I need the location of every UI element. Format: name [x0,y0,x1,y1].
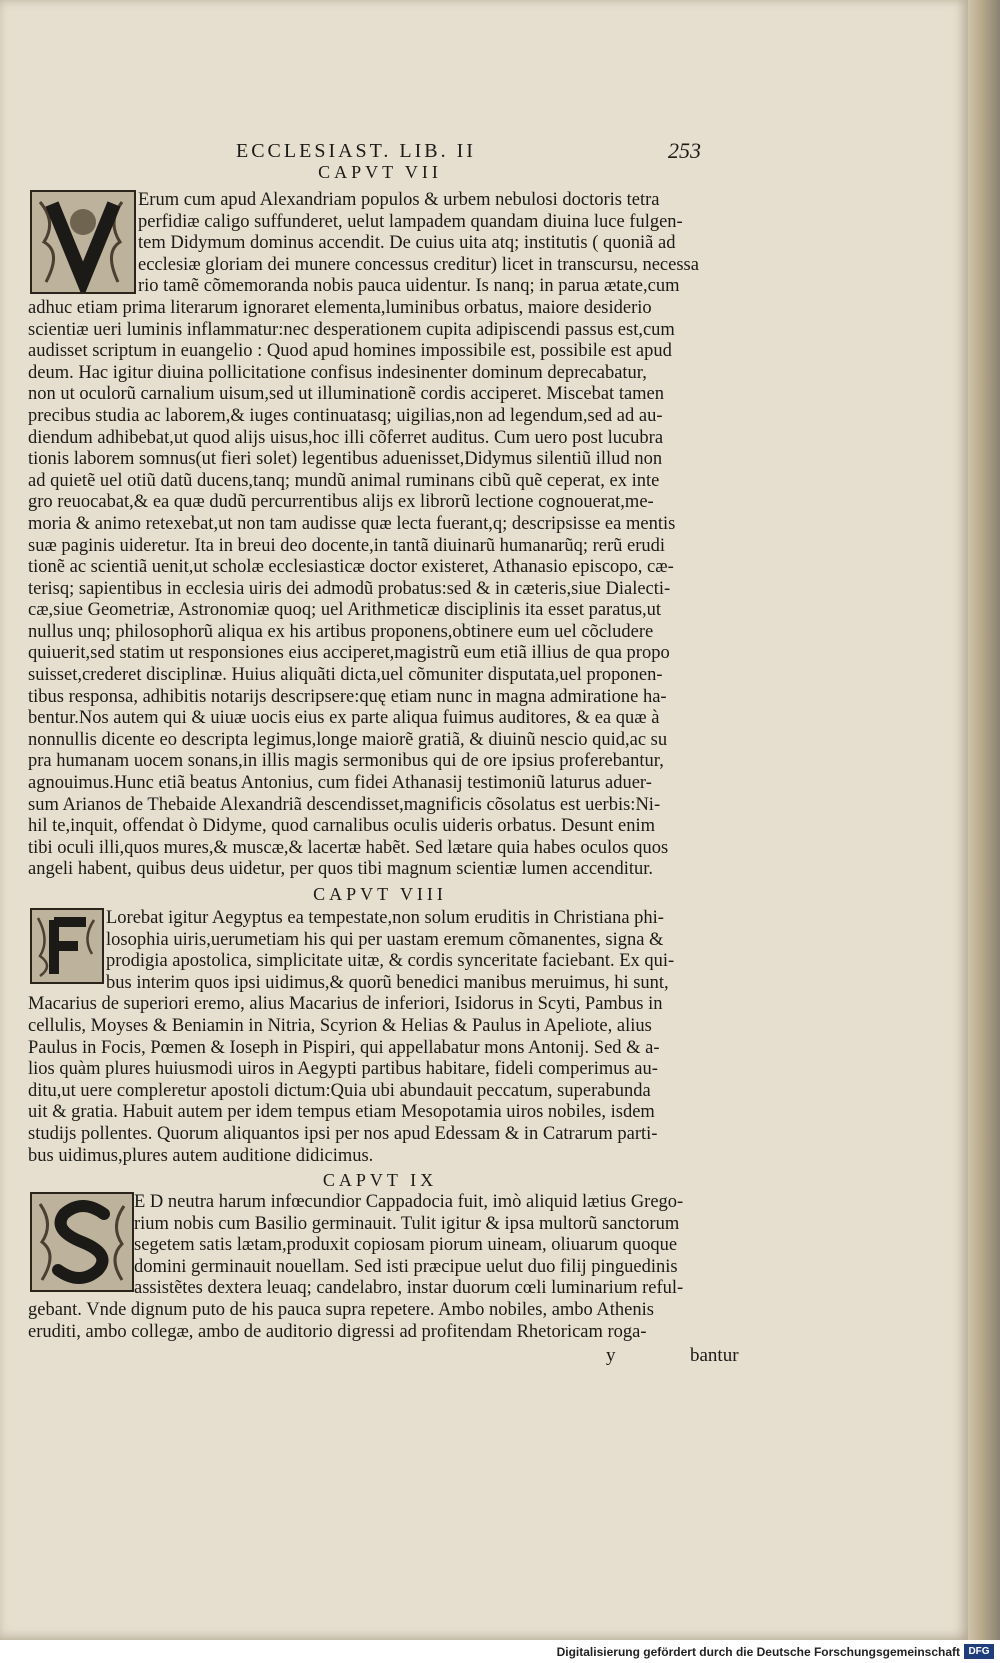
text-line: tionis laborem somnus(ut fieri solet) legentibus aduenisset,Didymus silentiũ illud non [28,449,663,470]
text-line: precibus studia ac laborem,& iuges continuatasq; uigilias,non ad legendum,sed ad au- [28,405,663,426]
chapter-heading: CAPVT VII [318,162,442,182]
text-line: tem Didymum dominus accendit. De cuius uita atq; institutis ( quoniã ad [138,233,676,254]
funding-notice: Digitalisierung gefördert durch die Deutsche Forschungsgemeinschaft [556,1645,960,1659]
text-line: Macarius de superiori eremo, alius Macarius de inferiori, Isidorus in Scyti, Pambus in [28,994,663,1015]
text-line: sum Arianos de Thebaide Alexandriã descendisset,magnificis cõsolatus est uerbis:Ni- [28,794,661,815]
text-line: perfidiæ caligo suffunderet, uelut lampadem quandam diuina luce fulgen- [138,211,683,232]
text-line: audisset scriptum in euangelio : Quod apud homines impossibile est, possibile est apud [28,341,672,362]
text-line: cellulis, Moyses & Beniamin in Nitria, Scyrion & Helias & Paulus in Apeliote, alius [28,1015,652,1036]
text-line: rio tamẽ cõmemoranda nobis pauca uidentur. Is nanq; in parua ætate,cum [138,276,680,297]
text-line: scientiæ ueri luminis inflammatur:nec desperationem cupita adipiscendi passus est,cum [28,319,675,340]
text-line: tibus responsa, adhibitis notarijs descripsere:quę etiam nunc in magna admiratione ha- [28,686,667,707]
text-line: quiuerit,sed statim ut responsiones eius acciperet,magistrũ eum etiã illius de qua propo [28,643,670,664]
text-line: uit & gratia. Habuit autem per idem tempus etiam Mesopotamia uiros nobiles, isdem [28,1102,655,1123]
text-line: hil te,inquit, offendat ò Didyme, quod carnalibus oculis uideris orbatus. Desunt enim [28,816,656,837]
text-line: nonnullis dicente eo descripta legimus,longe maiorẽ gratiã, & diuinũ nescio quid,ac su [28,729,668,750]
text-line: deum. Hac igitur diuina pollicitatione confisus indesinenter dominum deprecabatur, [28,362,647,383]
text-line: pra humanam uocem sonans,in illis magis sermonibus qui de ore ipsius proferebantur, [28,751,664,772]
signature-mark: y [606,1345,616,1366]
chapter-heading: CAPVT IX [322,1170,438,1190]
text-line: prodigia apostolica, simplicitate uitæ, & cordis synceritate faciebant. Ex qui- [106,951,675,972]
folio-number: 253 [668,138,701,163]
text-line: ad quietẽ uel otiũ datũ ducens,tanq; mundũ animal ruminans cibũ quẽ ceperat, ex inte [28,470,660,491]
text-line: suisset,crederet disciplinæ. Huius aliquãti dicta,uel cõmuniter disputata,uel proponen- [28,665,663,686]
section-text-7 [28,190,736,881]
text-line: assistẽtes dextera leuaq; candelabro, instar duorum cœli luminarium reful- [134,1278,684,1299]
dfg-logo: DFG [964,1644,994,1659]
text-line: rium nobis cum Basilio germinauit. Tulit igitur & ipsa multorũ sanctorum [134,1213,680,1234]
text-line: moria & animo retexebat,ut non tam audisse quæ lecta fuerant,q; descripsisse ea mentis [28,513,676,534]
text-line: agnouimus.Hunc etiã beatus Antonius, cum fidei Athanasij testimoniũ laturus aduer- [28,773,652,794]
section-text-9 [28,1192,736,1343]
text-line: ecclesiæ gloriam dei munere concessus creditur) licet in transcursu, necessa [138,254,699,275]
text-line: non ut oculorũ carnalium uisum,sed ut illuminationẽ cordis acciperet. Miscebat tamen [28,384,665,405]
text-line: bus uidimus,plures autem auditione didicimus. [28,1145,374,1166]
text-line: Lorebat igitur Aegyptus ea tempestate,non solum eruditis in Christiana phi- [106,908,664,928]
text-line: Erum cum apud Alexandriam populos & urbem nebulosi doctoris tetra [138,190,660,210]
text-line: Paulus in Focis, Pœmen & Ioseph in Pispiri, qui appellabatur mons Antonij. Sed & a- [28,1037,660,1058]
text-line: angeli habent, quibus deus uidetur, per quos tibi magnum scientiæ lumen accenditur. [28,859,654,880]
text-line: tibi oculi illi,quos mures,& muscæ,& lacertæ habẽt. Sed lætare quia habes oculos quos [28,837,669,858]
text-line: eruditi, ambo collegæ, ambo de auditorio digressi ad profitendam Rhetoricam roga- [28,1321,647,1342]
text-line: terisq; sapientibus in ecclesia uiris dei admodũ probatus:sed & in cæteris,siue Dialecti- [28,578,671,599]
running-title: ECCLESIAST. LIB. II [236,140,476,162]
text-line: gro reuocabat,& ea quæ dudũ percurrentibus alijs ex librorũ lectione cognouerat,me- [28,492,654,513]
text-line: bentur.Nos autem qui & uiuæ uocis eius ex parte aliqua fuimus auditores, & ea quæ à [28,708,660,729]
text-line: ditu,ut uere compleretur apostoli dictum:Quia ubi abundauit peccatum, superabunda [28,1080,651,1101]
text-line: adhuc etiam prima literarum ignoraret elementa,luminibus orbatus, maiore desiderio [28,297,652,318]
text-line: lios quàm plures huiusmodi uiros in Aegypti partibus habitare, fideli comperimus au- [28,1059,658,1080]
text-line: E D neutra harum infœcundior Cappadocia fuit, imò aliquid lætius Grego- [134,1192,684,1212]
chapter-heading: CAPVT VIII [313,884,447,904]
section-text-8 [28,908,736,1167]
catchword: bantur [690,1345,739,1366]
page-edge [968,0,1000,1640]
text-line: segetem satis lætam,produxit copiosam piorum uineam, oliuarum quoque [134,1235,678,1256]
text-line: losophia uiris,uerumetiam his qui per uastam eremum cõmanentes, signa & [106,929,664,950]
text-line: domini germinauit nouellam. Sed isti præcipue uelut duo filij pinguedinis [134,1256,678,1277]
text-line: tionẽ ac scientiã uenit,ut scholæ ecclesiasticæ doctor existeret, Athanasio episcopo, cæ- [28,557,674,578]
text-line: diendum adhibebat,ut quod alijs uisus,hoc illi cõferret auditus. Cum uero post lucubra [28,427,664,448]
running-header [236,140,730,163]
text-line: cæ,siue Geometriæ, Astronomiæ quoq; uel Arithmeticæ disciplinis ita esset paratus,ut [28,600,662,621]
text-line: suæ paginis uideretur. Ita in breui deo docente,in tantã diuinarũ humanarũq; rerũ erudi [28,535,666,556]
text-line: studijs pollentes. Quorum aliquantos ipsi per nos apud Edessam & in Catrarum parti- [28,1123,658,1144]
text-line: bus interim quos ipsi uidimus,& quorũ benedici manibus meruimus, hi sunt, [106,972,669,993]
text-line: nullus unq; philosophorũ aliqua ex his artibus proponens,obtinere eum uel cõcludere [28,621,654,642]
text-line: gebant. Vnde dignum puto de his pauca supra repetere. Ambo nobiles, ambo Athenis [28,1299,654,1320]
